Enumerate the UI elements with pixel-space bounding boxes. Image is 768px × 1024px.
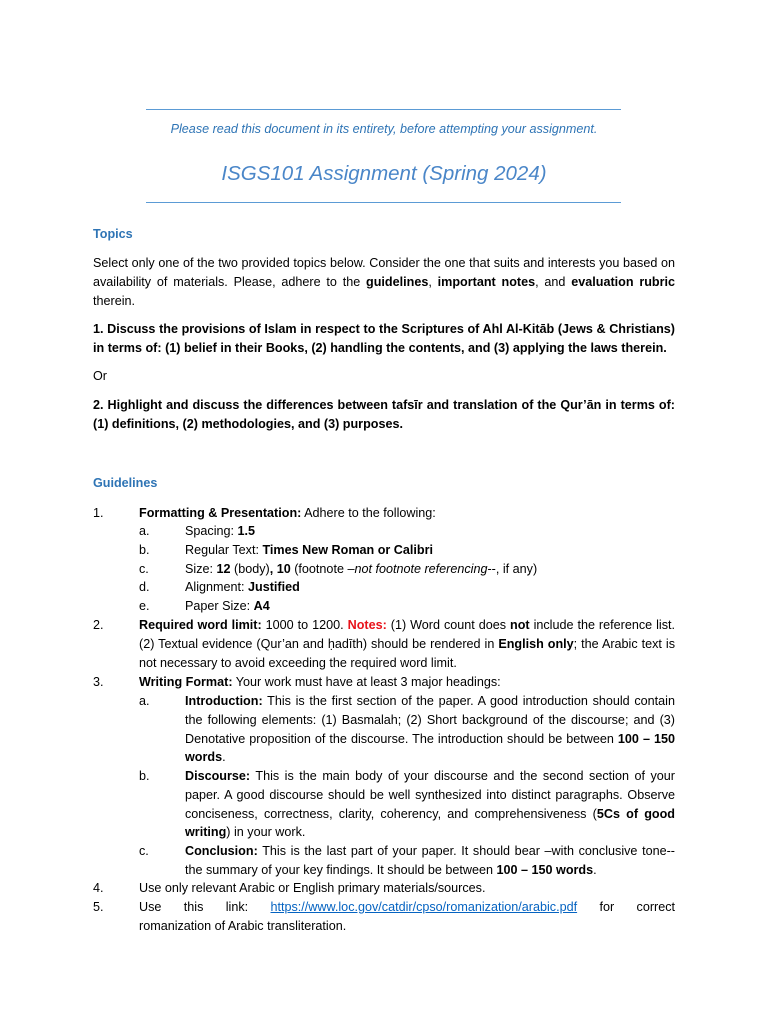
item-number: 1. xyxy=(93,506,104,520)
topics-heading: Topics xyxy=(93,227,133,241)
top-divider xyxy=(146,109,621,110)
guidelines-heading: Guidelines xyxy=(93,476,158,490)
topic-or: Or xyxy=(93,369,107,383)
topic-two: 2. Highlight and discuss the differences between tafsīr and translation of the Qur’ān in terms of: (1) definitions, (2) methodologies, and (3) purposes. xyxy=(93,398,675,431)
topics-intro: Select only one of the two provided topics below. Consider the one that suits and interests you based on availability of materials. Please, adhere to the guidelines, important notes, and evaluation rubric therein. xyxy=(93,256,676,308)
document-title: ISGS101 Assignment (Spring 2024) xyxy=(221,162,547,185)
romanization-link[interactable]: https://www.loc.gov/catdir/cpso/romanization/arabic.pdf xyxy=(270,900,578,914)
document-page: Please read this document in its entirety, before attempting your assignment. ISGS101 Assignment (Spring 2024) Topics Select only one of the two provided topics below. Consider the one that suits and interests you based on availability of materials. Please, adhere to the guidelines, important notes, and evaluation rubric therein. 1. Discuss the provisions of Islam in respect to the Scriptures of Ahl Al-Kitāb (Jews & Christians) in terms of: (1) belief in their Books, (2) handling the contents, and (3) applying the laws therein. Or 2. Highlight and discuss the differences between tafsīr and translation of the Qur’ān in terms of: (1) definitions, (2) methodologies, and (3) purposes. Guidelines 1. Formatting & Presentation: Adhere to the following: a. Spacing: 1.5 b. Regular Text: Times New Roman or Calibri c. Size: 12 (body), 10 (footnote –not footnote referencing--, if any) d. Alignment: Justified e. Paper Size: A4 2. Required word limit: 1000 to 1200. Notes: (1) Word count does not include the reference list. (2) Textual evidence (Qur’an and ḥadīth) should be rendered in English only; the Arabic text is not necessary to avoid exceeding the required word limit. 3. Writing Format: Your work must have at least 3 major headings: a. Introduction: This is the first section of the paper. A good introduction should contain the following elements: (1) Basmalah; (2) Short background of the discourse; and (3) Denotative proposition of the discourse. The introduction should be between 100 – 150 words. b. Discourse: This is the main body of your discourse and the second section of your paper. A good discourse should be well synthesized into distinct paragraphs. Observe conciseness, correctness, clarity, coherency, and comprehensiveness (5Cs of good writing) in your work. c. Conclusion: This is the last part of your paper. It should bear –with conclusive tone-- the summary of your key findings. It should be between 100 – 150 words. 4. Use only relevant Arabic or English primary materials/sources. 5. Use this link: https://www.loc.gov/catdir/cpso/romanization/arabic.pdf for correct romanization of Arabic transliteration. xyxy=(0,0,768,1024)
topic-one: 1. Discuss the provisions of Islam in respect to the Scriptures of Ahl Al-Kitāb (Jews & Christians) in terms of: (1) belief in their Books, (2) handling the contents, and (3) applying the laws therein. xyxy=(93,322,675,355)
title-divider xyxy=(146,202,621,203)
instruction-note: Please read this document in its entirety, before attempting your assignment. xyxy=(170,122,598,136)
